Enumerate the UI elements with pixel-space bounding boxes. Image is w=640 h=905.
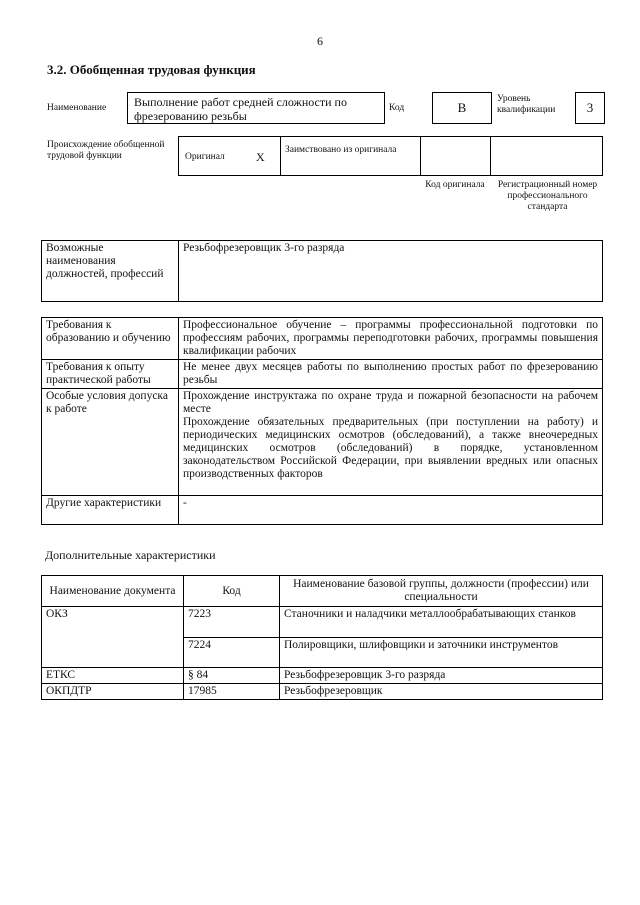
origin-divider [420,136,421,176]
level-value: 3 [575,92,605,124]
origin-box [178,136,603,176]
section-title: 3.2. Обобщенная трудовая функция [47,62,256,77]
req-label: Другие характеристики [42,496,179,525]
original-mark: X [256,150,265,164]
positions-label: Возможные наименования должностей, профессий [42,241,179,302]
level-label: Уровень квалификации [497,94,556,115]
positions-value: Резьбофрезеровщик 3-го разряда [179,241,603,302]
row-code: 7223 [184,607,280,638]
positions-table [41,240,603,302]
row-name: Резьбофрезеровщик [280,684,603,700]
row-doc [42,637,184,668]
row-code: 7224 [184,637,280,668]
original-label: Оригинал [185,152,225,162]
table-row [42,607,603,638]
header-name: Наименование базовой группы, должности (профессии) или специальности [280,576,603,607]
requirements-table [41,317,603,525]
row-doc: ЕТКС [42,668,184,684]
borrowed-label: Заимствовано из оригинала [285,145,397,155]
table-row [42,360,603,389]
table-row [42,496,603,525]
row-doc: ОКПДТР [42,684,184,700]
table-row [42,389,603,496]
header-doc: Наименование документа [42,576,184,607]
req-value-cell [179,389,603,496]
req-label: Требования к опыту практической работы [42,360,179,389]
req-value: Прохождение обязательных предварительных (при поступлении на работу) и периодических медицинских осмотров (обследований), а также внеочередных медицинских осмотров (обследований) в порядке, установленном законодательством Российской Федерации, при выявлении вредных или опасных производственных факторов [183,416,598,480]
table-row [42,684,603,700]
row-doc: ОКЗ [42,607,184,638]
origin-label: Происхождение обобщенной трудовой функции [47,140,165,161]
req-value: Не менее двух месяцев работы по выполнению простых работ по фрезерованию резьбы [179,360,603,389]
table-row [42,241,603,302]
additional-table [41,575,603,700]
additional-title: Дополнительные характеристики [45,548,216,562]
origin-divider [490,136,491,176]
row-name: Полировщики, шлифовщики и заточники инструментов [280,637,603,668]
code-value: B [432,92,492,124]
req-value: - [179,496,603,525]
table-row [42,668,603,684]
row-name: Станочники и наладчики металлообрабатывающих станков [280,607,603,638]
req-label: Особые условия допуска к работе [42,389,179,496]
origin-divider [280,136,281,176]
name-label: Наименование [47,103,107,113]
reg-number-label: Регистрационный номер профессионального стандарта [497,180,598,212]
table-row [42,637,603,668]
table-row [42,318,603,360]
req-value: Профессиональное обучение – программы профессиональной подготовки по профессиям рабочих, программы переподготовки рабочих, программы повышения квалификации рабочих [179,318,603,360]
req-label: Требования к образованию и обучению [42,318,179,360]
row-name: Резьбофрезеровщик 3-го разряда [280,668,603,684]
row-code: § 84 [184,668,280,684]
page-number: 6 [317,34,323,48]
name-value: Выполнение работ средней сложности по фрезерованию резьбы [127,92,385,124]
header-code: Код [184,576,280,607]
code-label: Код [389,103,405,113]
code-original-label: Код оригинала [425,180,485,190]
row-code: 17985 [184,684,280,700]
table-header-row [42,576,603,607]
req-value: Прохождение инструктажа по охране труда и пожарной безопасности на рабочем месте [183,390,598,415]
